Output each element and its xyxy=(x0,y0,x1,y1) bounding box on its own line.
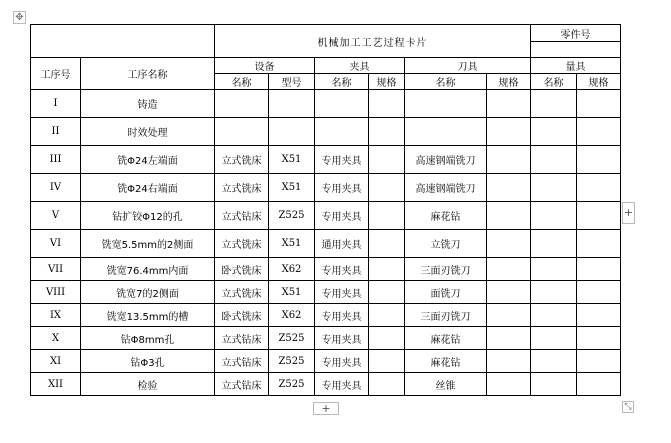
cutter-name-cell[interactable] xyxy=(405,118,487,146)
equipment-model-cell[interactable]: X51 xyxy=(269,174,315,202)
equipment-model-cell[interactable]: Z525 xyxy=(269,327,315,350)
table-row xyxy=(31,174,621,202)
cutter-spec-cell[interactable] xyxy=(487,146,531,174)
gauge-name-cell[interactable] xyxy=(531,304,577,327)
gauge-spec-cell[interactable] xyxy=(577,350,621,373)
header-cutter: 刀具 xyxy=(405,58,531,74)
gauge-name-cell[interactable] xyxy=(531,118,577,146)
gauge-name-cell[interactable] xyxy=(531,350,577,373)
process-no-cell[interactable]: XI xyxy=(31,350,81,373)
header-fixture: 夹具 xyxy=(315,58,405,74)
gauge-name-cell[interactable] xyxy=(531,327,577,350)
gauge-spec-cell[interactable] xyxy=(577,327,621,350)
table-row xyxy=(31,118,621,146)
table-row xyxy=(31,146,621,174)
fixture-name-cell[interactable]: 专用夹具 xyxy=(315,373,369,396)
process-no-cell[interactable]: IV xyxy=(31,174,81,202)
process-card-table xyxy=(30,24,621,396)
equipment-model-cell[interactable]: X51 xyxy=(269,281,315,304)
header-process-name: 工序名称 xyxy=(81,58,215,90)
gauge-name-cell[interactable] xyxy=(531,174,577,202)
gauge-spec-cell[interactable] xyxy=(577,146,621,174)
fixture-spec-cell[interactable] xyxy=(369,304,405,327)
equipment-name-cell[interactable]: 立式铣床 xyxy=(215,281,269,304)
cutter-name-cell[interactable]: 麻花钻 xyxy=(405,327,487,350)
fixture-name-cell[interactable]: 专用夹具 xyxy=(315,202,369,230)
fixture-spec-cell[interactable] xyxy=(369,230,405,258)
gauge-spec-cell[interactable] xyxy=(577,258,621,281)
fixture-spec-cell[interactable] xyxy=(369,350,405,373)
process-name-cell[interactable]: 铣宽13.5mm的槽 xyxy=(81,304,215,327)
cutter-spec-cell[interactable] xyxy=(487,281,531,304)
cutter-name-cell[interactable]: 三面刃铣刀 xyxy=(405,258,487,281)
process-no-cell[interactable]: VII xyxy=(31,258,81,281)
add-column-plus-icon[interactable]: + xyxy=(622,202,635,224)
fixture-spec-cell[interactable] xyxy=(369,327,405,350)
process-name-cell[interactable]: 钻Φ3孔 xyxy=(81,350,215,373)
table-row xyxy=(31,258,621,281)
cutter-name-cell[interactable]: 麻花钻 xyxy=(405,202,487,230)
table-row xyxy=(31,304,621,327)
equipment-model-cell[interactable]: X62 xyxy=(269,304,315,327)
process-no-cell[interactable]: X xyxy=(31,327,81,350)
fixture-spec-cell[interactable] xyxy=(369,202,405,230)
fixture-spec-cell[interactable] xyxy=(369,90,405,118)
gauge-spec-cell[interactable] xyxy=(577,202,621,230)
table-row xyxy=(31,350,621,373)
process-name-cell[interactable]: 铣宽7的2侧面 xyxy=(81,281,215,304)
header-cutter-spec: 规格 xyxy=(487,74,531,90)
table-move-handle-icon[interactable]: ✥ xyxy=(13,11,26,24)
equipment-name-cell[interactable]: 立式铣床 xyxy=(215,174,269,202)
gauge-spec-cell[interactable] xyxy=(577,118,621,146)
gauge-spec-cell[interactable] xyxy=(577,230,621,258)
cutter-spec-cell[interactable] xyxy=(487,327,531,350)
gauge-spec-cell[interactable] xyxy=(577,304,621,327)
process-name-cell[interactable]: 时效处理 xyxy=(81,118,215,146)
fixture-name-cell[interactable]: 通用夹具 xyxy=(315,230,369,258)
equipment-model-cell[interactable]: Z525 xyxy=(269,202,315,230)
cutter-name-cell[interactable]: 立铣刀 xyxy=(405,230,487,258)
equipment-name-cell[interactable]: 立式铣床 xyxy=(215,146,269,174)
equipment-model-cell[interactable]: Z525 xyxy=(269,373,315,396)
table-row xyxy=(31,90,621,118)
equipment-name-cell[interactable] xyxy=(215,118,269,146)
gauge-name-cell[interactable] xyxy=(531,258,577,281)
header-fixture-spec: 规格 xyxy=(369,74,405,90)
header-equipment-model: 型号 xyxy=(269,74,315,90)
process-no-cell[interactable]: IX xyxy=(31,304,81,327)
part-number-label: 零件号 xyxy=(531,25,621,42)
gauge-name-cell[interactable] xyxy=(531,281,577,304)
equipment-model-cell[interactable] xyxy=(269,118,315,146)
header-equipment: 设备 xyxy=(215,58,315,74)
process-name-cell[interactable]: 铣Φ24右端面 xyxy=(81,174,215,202)
table-row xyxy=(31,281,621,304)
process-no-cell[interactable]: XII xyxy=(31,373,81,396)
cutter-name-cell[interactable]: 高速钢端铣刀 xyxy=(405,146,487,174)
process-name-cell[interactable]: 铸造 xyxy=(81,90,215,118)
header-process-no: 工序号 xyxy=(31,58,81,90)
fixture-name-cell[interactable]: 专用夹具 xyxy=(315,281,369,304)
fixture-spec-cell[interactable] xyxy=(369,146,405,174)
process-name-cell[interactable]: 钻Φ8mm孔 xyxy=(81,327,215,350)
process-name-cell[interactable]: 铣宽5.5mm的2侧面 xyxy=(81,230,215,258)
gauge-spec-cell[interactable] xyxy=(577,373,621,396)
table-resize-handle-icon[interactable]: ⤡ xyxy=(622,401,634,413)
gauge-spec-cell[interactable] xyxy=(577,281,621,304)
equipment-name-cell[interactable]: 卧式铣床 xyxy=(215,304,269,327)
gauge-spec-cell[interactable] xyxy=(577,90,621,118)
cutter-name-cell[interactable]: 丝锥 xyxy=(405,373,487,396)
fixture-name-cell[interactable]: 专用夹具 xyxy=(315,258,369,281)
gauge-name-cell[interactable] xyxy=(531,230,577,258)
gauge-name-cell[interactable] xyxy=(531,90,577,118)
gauge-name-cell[interactable] xyxy=(531,146,577,174)
cutter-name-cell[interactable]: 高速钢端铣刀 xyxy=(405,174,487,202)
equipment-name-cell[interactable] xyxy=(215,90,269,118)
cutter-spec-cell[interactable] xyxy=(487,230,531,258)
fixture-name-cell[interactable]: 专用夹具 xyxy=(315,146,369,174)
cutter-spec-cell[interactable] xyxy=(487,350,531,373)
cutter-name-cell[interactable]: 面铣刀 xyxy=(405,281,487,304)
process-name-cell[interactable]: 铣宽76.4mm内面 xyxy=(81,258,215,281)
gauge-spec-cell[interactable] xyxy=(577,174,621,202)
fixture-name-cell[interactable]: 专用夹具 xyxy=(315,327,369,350)
equipment-name-cell[interactable]: 立式铣床 xyxy=(215,230,269,258)
gauge-name-cell[interactable] xyxy=(531,373,577,396)
process-name-cell[interactable]: 钻扩铰Φ12的孔 xyxy=(81,202,215,230)
header-equipment-name: 名称 xyxy=(215,74,269,90)
process-name-cell[interactable]: 检验 xyxy=(81,373,215,396)
header-cutter-name: 名称 xyxy=(405,74,487,90)
add-row-plus-icon[interactable]: + xyxy=(313,402,339,415)
process-no-cell[interactable]: III xyxy=(31,146,81,174)
equipment-name-cell[interactable]: 立式钻床 xyxy=(215,373,269,396)
equipment-model-cell[interactable]: Z525 xyxy=(269,350,315,373)
cutter-spec-cell[interactable] xyxy=(487,304,531,327)
process-no-cell[interactable]: I xyxy=(31,90,81,118)
fixture-spec-cell[interactable] xyxy=(369,258,405,281)
cutter-name-cell[interactable]: 三面刃铣刀 xyxy=(405,304,487,327)
cutter-spec-cell[interactable] xyxy=(487,174,531,202)
header-gauge: 量具 xyxy=(531,58,621,74)
cutter-spec-cell[interactable] xyxy=(487,118,531,146)
header-gauge-spec: 规格 xyxy=(577,74,621,90)
equipment-model-cell[interactable]: X51 xyxy=(269,230,315,258)
process-no-cell[interactable]: VIII xyxy=(31,281,81,304)
fixture-spec-cell[interactable] xyxy=(369,174,405,202)
equipment-name-cell[interactable]: 立式钻床 xyxy=(215,327,269,350)
process-no-cell[interactable]: V xyxy=(31,202,81,230)
equipment-model-cell[interactable] xyxy=(269,90,315,118)
fixture-spec-cell[interactable] xyxy=(369,373,405,396)
equipment-model-cell[interactable]: X51 xyxy=(269,146,315,174)
fixture-name-cell[interactable]: 专用夹具 xyxy=(315,174,369,202)
fixture-spec-cell[interactable] xyxy=(369,281,405,304)
cutter-name-cell[interactable] xyxy=(405,90,487,118)
equipment-name-cell[interactable]: 卧式铣床 xyxy=(215,258,269,281)
cutter-spec-cell[interactable] xyxy=(487,373,531,396)
equipment-model-cell[interactable]: X62 xyxy=(269,258,315,281)
fixture-name-cell[interactable]: 专用夹具 xyxy=(315,350,369,373)
process-no-cell[interactable]: VI xyxy=(31,230,81,258)
cutter-spec-cell[interactable] xyxy=(487,258,531,281)
table-row xyxy=(31,327,621,350)
gauge-name-cell[interactable] xyxy=(531,202,577,230)
part-number-value[interactable] xyxy=(531,42,621,58)
table-row xyxy=(31,373,621,396)
header-blank-cell[interactable] xyxy=(31,25,215,58)
header-fixture-name: 名称 xyxy=(315,74,369,90)
table-row xyxy=(31,202,621,230)
document-title: 机械加工工艺过程卡片 xyxy=(215,25,531,58)
process-no-cell[interactable]: II xyxy=(31,118,81,146)
fixture-name-cell[interactable]: 专用夹具 xyxy=(315,304,369,327)
cutter-spec-cell[interactable] xyxy=(487,202,531,230)
cutter-name-cell[interactable]: 麻花钻 xyxy=(405,350,487,373)
process-name-cell[interactable]: 铣Φ24左端面 xyxy=(81,146,215,174)
fixture-name-cell[interactable] xyxy=(315,118,369,146)
fixture-name-cell[interactable] xyxy=(315,90,369,118)
equipment-name-cell[interactable]: 立式钻床 xyxy=(215,202,269,230)
fixture-spec-cell[interactable] xyxy=(369,118,405,146)
equipment-name-cell[interactable]: 立式钻床 xyxy=(215,350,269,373)
header-gauge-name: 名称 xyxy=(531,74,577,90)
cutter-spec-cell[interactable] xyxy=(487,90,531,118)
table-row xyxy=(31,230,621,258)
